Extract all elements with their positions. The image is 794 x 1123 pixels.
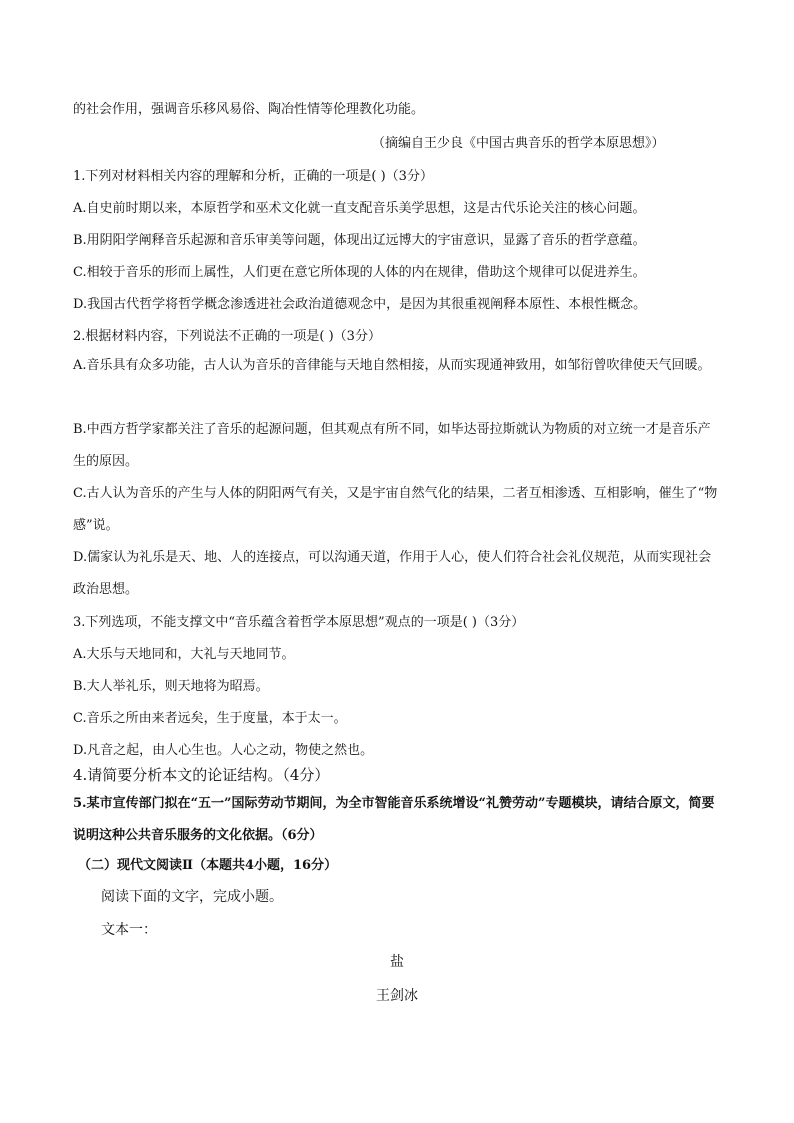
text-label: 文本一： xyxy=(101,922,157,938)
question-4: 4.请简要分析本文的论证结构。（4分） xyxy=(73,766,330,784)
q3-option-c: C.音乐之所由来者远矣，生于度量，本于太一。 xyxy=(73,711,347,726)
q3-option-b: B.大人举礼乐，则天地将为昭焉。 xyxy=(73,679,269,694)
source-note: （摘编自王少良《中国古典音乐的哲学本原思想》） xyxy=(372,136,665,151)
question-3-stem: 3.下列选项，不能支撑文中“音乐蕴含着哲学本原思想”观点的一项是( )（3分） xyxy=(73,615,525,630)
q1-option-c: C.相较于音乐的形而上属性，人们更在意它所体现的人体的内在规律，借助这个规律可以促进养生。 xyxy=(73,265,646,280)
question-1-stem: 1.下列对材料相关内容的理解和分析，正确的一项是( )（3分） xyxy=(73,169,433,184)
question-5: 5.某市宣传部门拟在“五一”国际劳动节期间，为全市智能音乐系统增设“礼赞劳动”专题模块，请结合原文，简要说明这种公共音乐服务的文化依据。（6分） xyxy=(73,796,715,843)
q1-option-a: A.自史前时期以来，本原哲学和巫术文化就一直支配音乐美学思想，这是古代乐论关注的核心问题。 xyxy=(73,201,646,216)
section-heading: （二）现代文阅读Ⅱ（本题共4小题，16分） xyxy=(78,858,338,873)
author-name: 王剑冰 xyxy=(376,988,418,1004)
story-title: 盐 xyxy=(390,954,404,970)
q1-option-b: B.用阴阳学阐释音乐起源和音乐审美等问题，体现出辽远博大的宇宙意识，显露了音乐的哲学意蕴。 xyxy=(73,233,646,248)
q1-option-d: D.我国古代哲学将哲学概念渗透进社会政治道德观念中，是因为其很重视阐释本原性、本根性概念。 xyxy=(73,297,647,312)
intro-line: 的社会作用，强调音乐移风易俗、陶冶性情等伦理教化功能。 xyxy=(73,102,425,117)
q2-option-d: D.儒家认为礼乐是天、地、人的连接点，可以沟通天道，作用于人心，使人们符合社会礼仪规范，从而实现社会政治思想。 xyxy=(73,550,712,597)
instruction-text: 阅读下面的文字，完成小题。 xyxy=(101,889,283,905)
q2-option-a: A.音乐具有众多功能，古人认为音乐的音律能与天地自然相接，从而实现通神致用，如邹衍曾吹律使天气回暖。 xyxy=(73,358,711,373)
q2-option-b: B.中西方哲学家都关注了音乐的起源问题，但其观点有所不同，如毕达哥拉斯就认为物质的对立统一才是音乐产生的原因。 xyxy=(73,422,711,469)
question-2-stem: 2.根据材料内容，下列说法不正确的一项是( )（3分） xyxy=(73,329,381,344)
q2-option-c: C.古人认为音乐的产生与人体的阴阳两气有关，又是宇宙自然气化的结果，二者互相渗透、互相影响，催生了“物感”说。 xyxy=(73,486,718,533)
q3-option-d: D.凡音之起，由人心生也。人心之动，物使之然也。 xyxy=(73,743,374,758)
q3-option-a: A.大乐与天地同和，大礼与天地同节。 xyxy=(73,647,295,662)
